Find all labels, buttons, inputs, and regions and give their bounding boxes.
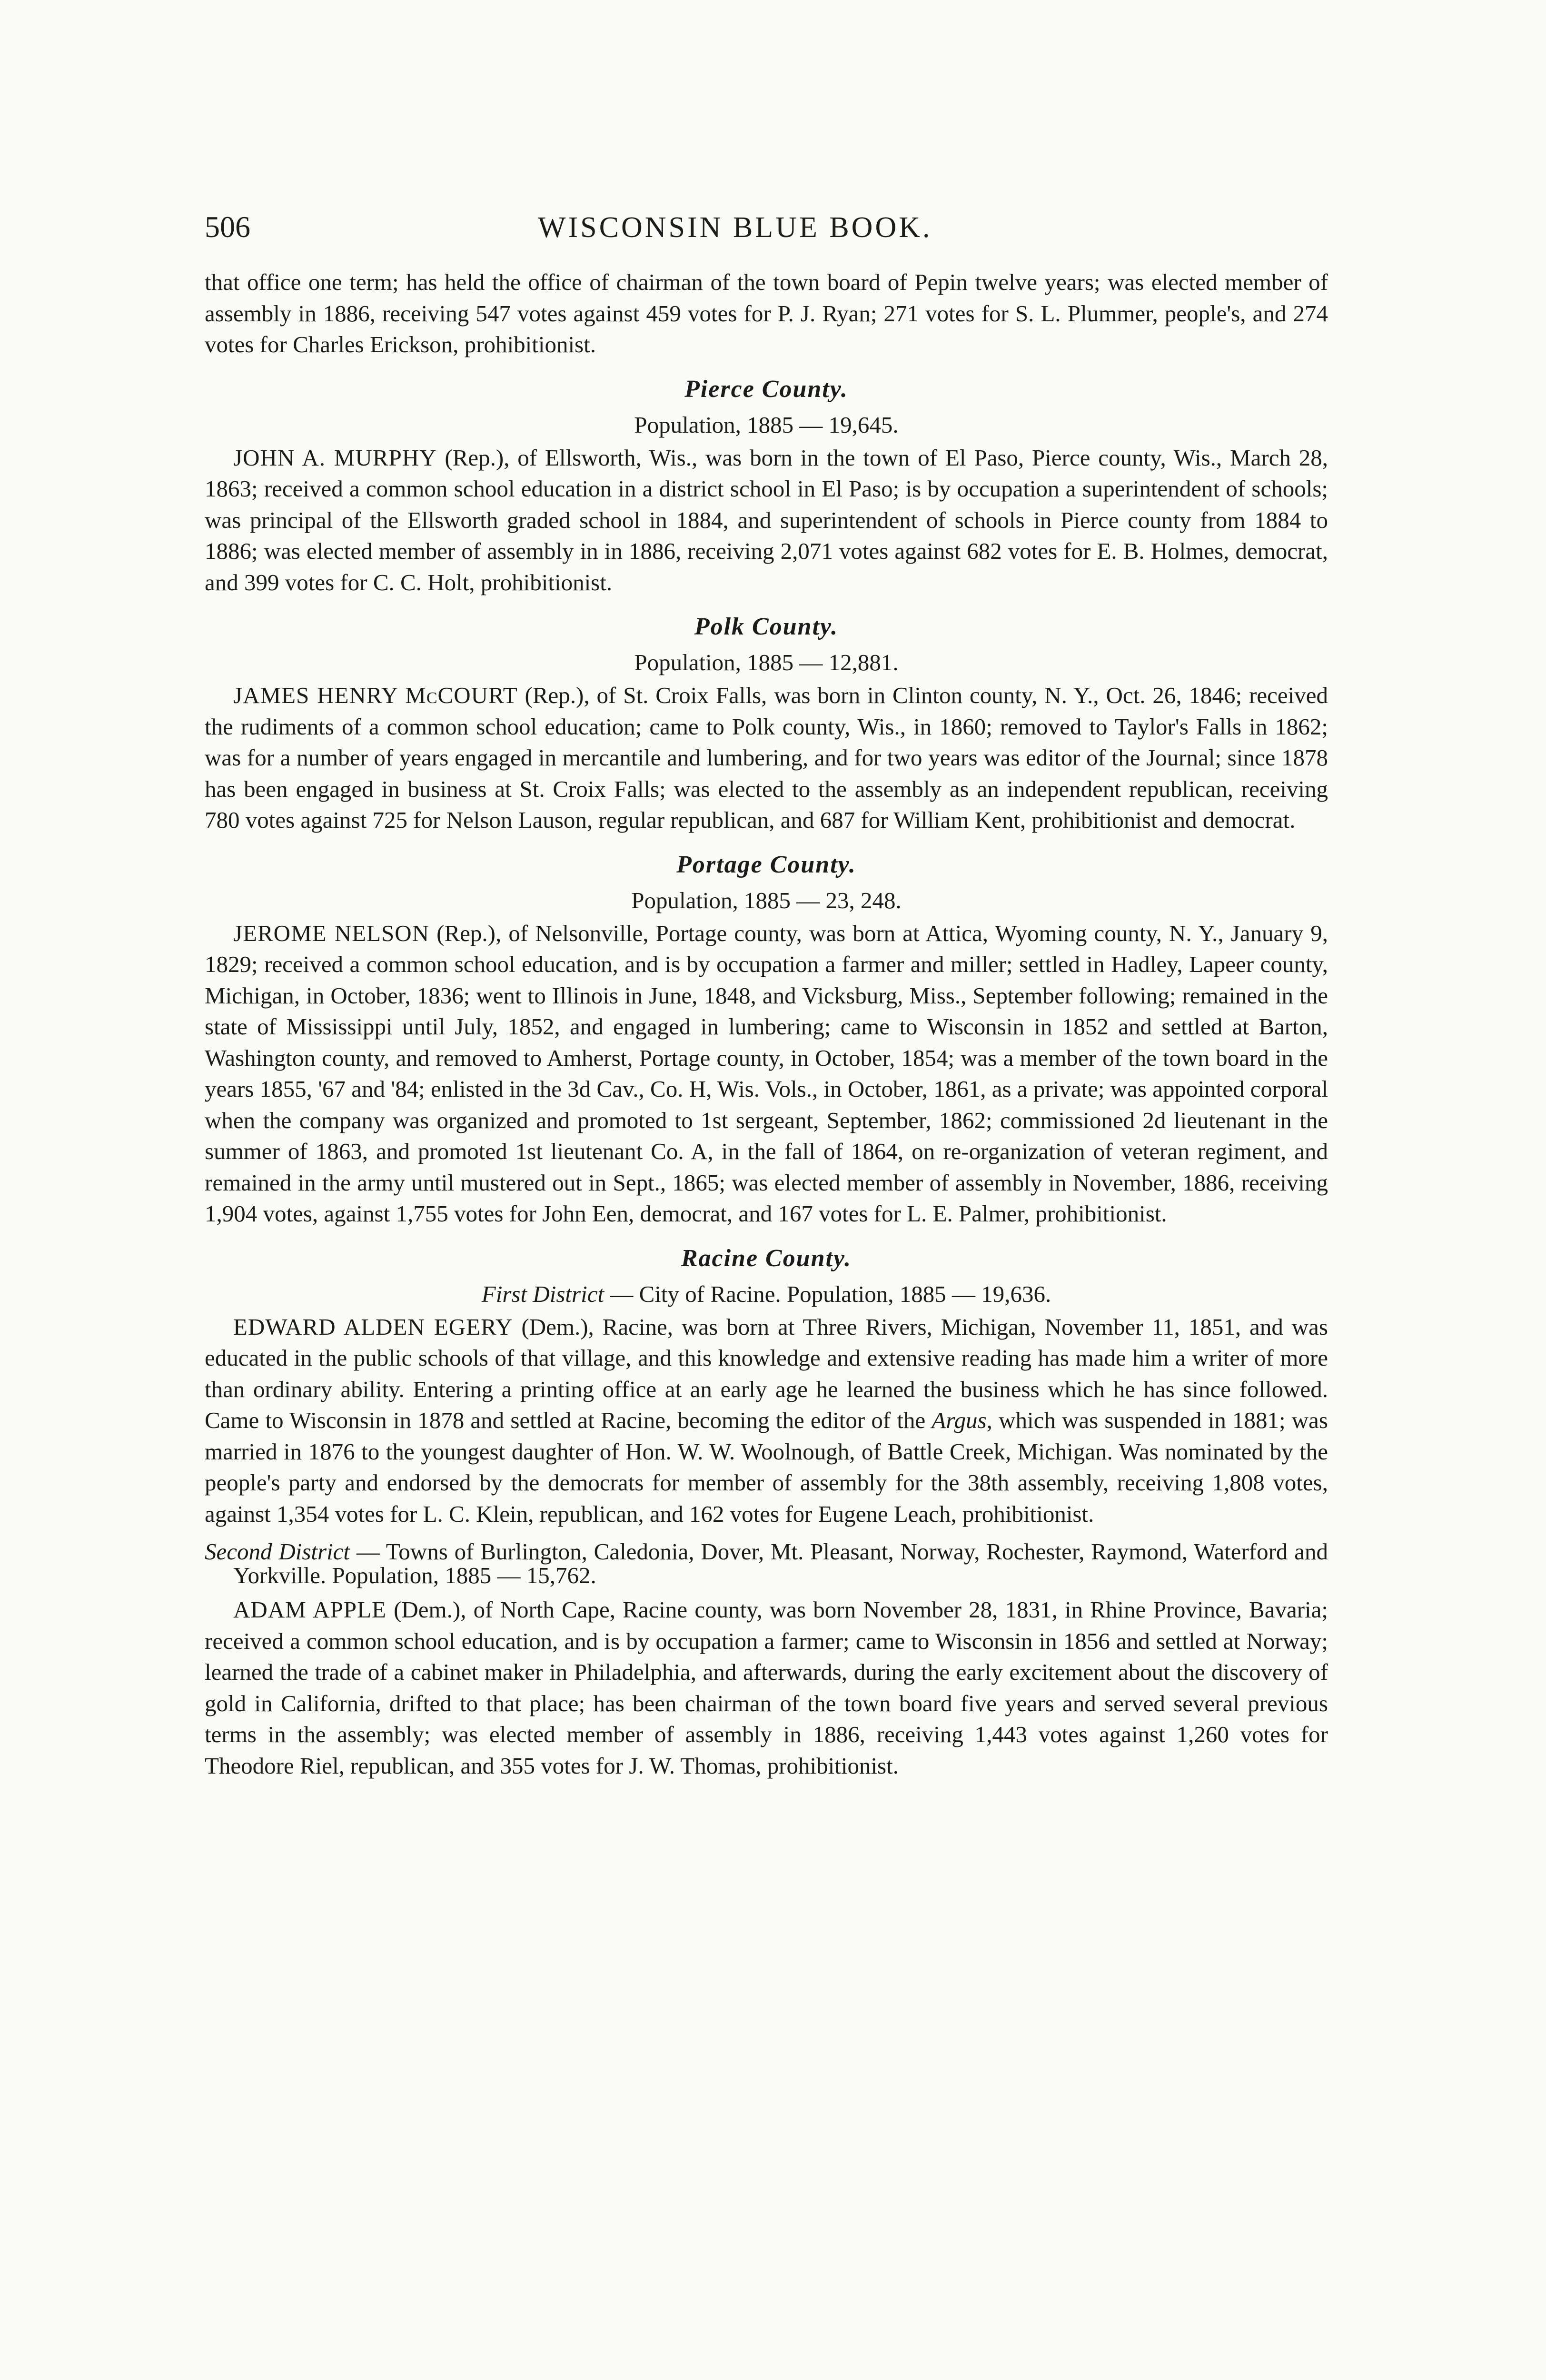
running-title: WISCONSIN BLUE BOOK.: [538, 211, 932, 244]
member-name: JEROME NELSON: [233, 920, 429, 946]
biography-mccourt: [205, 680, 1328, 836]
biography-murphy: [205, 442, 1328, 598]
county-heading-pierce: Pierce County.: [684, 375, 848, 403]
biography-text-continued: , which was suspended in 1881; was married in 1876 to the youngest daughter of Hon. W. W. Woolnough, of Battle Creek, Michigan. Was nominated by the people's party and endorsed by the democrats for member of assembly for the 38th assembly, receiving 1,808 votes, against 1,354 votes for L. C. Klein, republican, and 162 votes for Eugene Leach, prohibitionist.: [205, 1407, 1328, 1527]
continued-paragraph: that office one term; has held the office of chairman of the town board of Pepin twelve years; was elected member of assembly in 1886, receiving 547 votes against 459 votes for P. J. Ryan; 271 votes for S. L. Plummer, people's, and 274 votes for Charles Erickson, prohibitionist.: [205, 269, 1328, 357]
biography-text: (Rep.), of Nelsonville, Portage county, was born at Attica, Wyoming county, N. Y., January 9, 1829; received a common school education, and is by occupation a farmer and miller; settled in Hadley, Lapeer county, Michigan, in October, 1836; went to Illinois in June, 1848, and Vicksburg, Miss., September following; remained in the state of Mississippi until July, 1852, and engaged in lumbering; came to Wisconsin in 1852 and settled at Barton, Washington county, and removed to Amherst, Portage county, in October, 1854; was a member of the town board in the years 1855, '67 and '84; enlisted in the 3d Cav., Co. H, Wis. Vols., in October, 1861, as a private; was appointed corporal when the company was organized and promoted to 1st sergeant, September, 1862; commissioned 2d lieutenant in the summer of 1863, and promoted 1st lieutenant Co. A, in the fall of 1864, on re-organization of veteran regiment, and remained in the army until mustered out in Sept., 1865; was elected member of assembly in November, 1886, receiving 1,904 votes, against 1,755 votes for John Een, democrat, and 167 votes for L. E. Palmer, prohibitionist.: [205, 920, 1328, 1227]
member-name: EDWARD ALDEN EGERY: [233, 1313, 513, 1340]
population-portage: Population, 1885 — 23, 248.: [631, 887, 902, 913]
page-number: 506: [205, 210, 250, 244]
member-name: JOHN A. MURPHY: [233, 444, 437, 471]
newspaper-title: Argus: [932, 1407, 987, 1433]
county-heading-portage: Portage County.: [676, 851, 856, 878]
population-polk: Population, 1885 — 12,881.: [634, 649, 899, 675]
district-first: [205, 1279, 1328, 1309]
population-pierce: Population, 1885 — 19,645.: [634, 411, 899, 438]
biography-egery: [205, 1311, 1328, 1530]
district-second: [205, 1540, 1328, 1587]
district-text: — City of Racine. Population, 1885 — 19,636.: [604, 1280, 1051, 1307]
district-text: — Towns of Burlington, Caledonia, Dover, Mt. Pleasant, Norway, Rochester, Raymond, Waterford and Yorkville. Population, 1885 — 15,762.: [233, 1538, 1328, 1588]
biography-text: (Dem.), of North Cape, Racine county, was born November 28, 1831, in Rhine Province, Bavaria; received a common school education, and is by occupation a farmer; came to Wisconsin in 1856 and settled at Norway; learned the trade of a cabinet maker in Philadelphia, and afterwards, during the early excitement about the discovery of gold in California, drifted to that place; has been chairman of the town board five years and served several previous terms in the assembly; was elected member of assembly in 1886, receiving 1,443 votes against 1,260 votes for Theodore Riel, republican, and 355 votes for J. W. Thomas, prohibitionist.: [205, 1597, 1328, 1779]
biography-apple: [205, 1594, 1328, 1781]
biography-text: (Rep.), of St. Croix Falls, was born in Clinton county, N. Y., Oct. 26, 1846; received the rudiments of a common school education; came to Polk county, Wis., in 1860; removed to Taylor's Falls in 1862; was for a number of years engaged in mercantile and lumbering, and for two years was editor of the Journal; since 1878 has been engaged in business at St. Croix Falls; was elected to the assembly as an independent republican, receiving 780 votes against 725 for Nelson Lauson, regular republican, and 687 for William Kent, prohibitionist and democrat.: [205, 682, 1328, 833]
county-heading-racine: Racine County.: [681, 1244, 852, 1272]
page-header: [205, 209, 1328, 267]
county-heading-polk: Polk County.: [694, 613, 839, 640]
biography-text: (Dem.), Racine, was born at Three Rivers, Michigan, November 11, 1851, and was educated in the public schools of that village, and this knowledge and extensive reading has made him a writer of more than ordinary ability. Entering a printing office at an early age he learned the business which he has since followed. Came to Wisconsin in 1878 and settled at Racine, becoming the editor of the: [205, 1313, 1328, 1433]
member-name: ADAM APPLE: [233, 1597, 386, 1623]
biography-text: (Rep.), of Ellsworth, Wis., was born in the town of El Paso, Pierce county, Wis., March 28, 1863; received a common school education in a district school in El Paso; is by occupation a superintendent of schools; was principal of the Ellsworth graded school in 1884, and superintendent of schools in Pierce county from 1884 to 1886; was elected member of assembly in in 1886, receiving 2,071 votes against 682 votes for E. B. Holmes, democrat, and 399 votes for C. C. Holt, prohibitionist.: [205, 444, 1328, 595]
district-label: Second District: [205, 1538, 350, 1565]
member-name: JAMES HENRY McCOURT: [233, 682, 518, 708]
district-label: First District: [481, 1280, 605, 1307]
document-page: [205, 209, 1328, 1781]
biography-nelson: [205, 918, 1328, 1230]
